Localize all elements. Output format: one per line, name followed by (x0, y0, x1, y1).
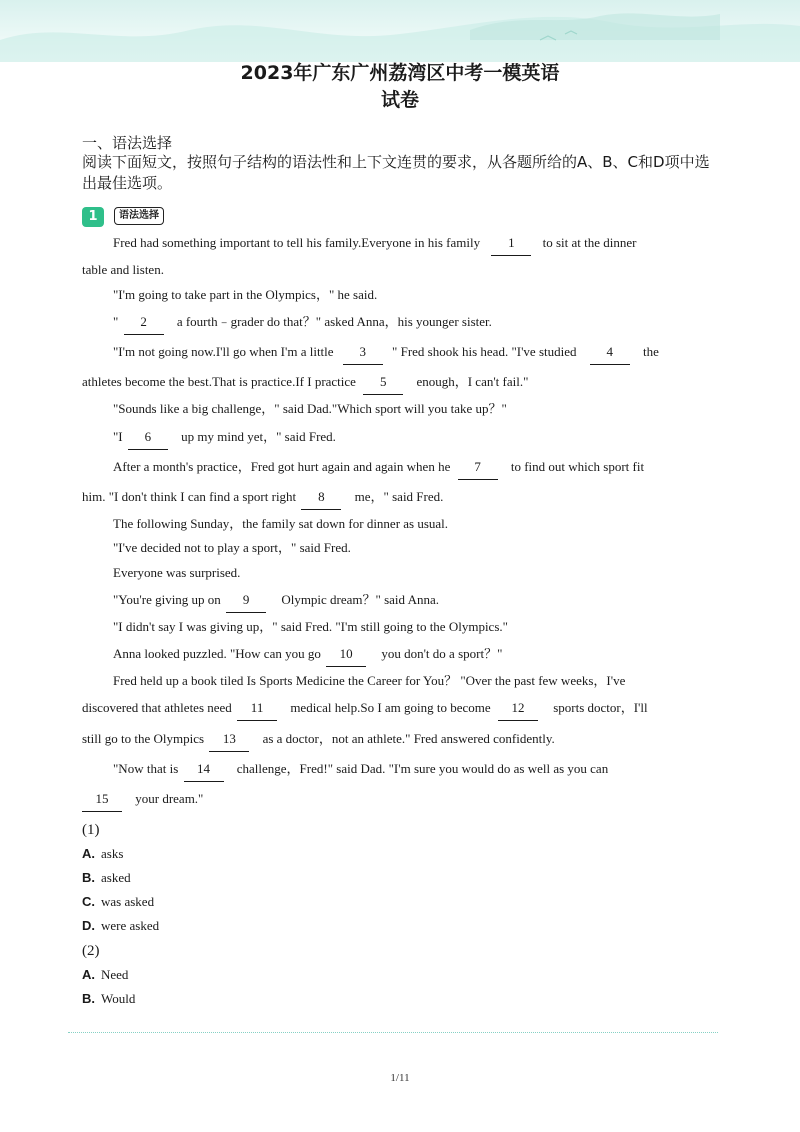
passage-line: "I'm going to take part in the Olympics，" he said. (113, 287, 378, 302)
passage-line: him. "I don't think I can find a sport right 8 me，" said Fred. (82, 489, 443, 510)
option-item[interactable]: B. asked (82, 870, 131, 885)
option-item[interactable]: C. was asked (82, 894, 155, 909)
subquestion-label: (2) (82, 943, 100, 959)
blank-1: 1 (491, 235, 531, 256)
header-decoration (0, 0, 800, 62)
option-item[interactable]: A. Need (82, 967, 129, 982)
page-number: 1/11 (390, 1072, 410, 1084)
blank-2: 2 (124, 314, 164, 335)
passage-line: "You're giving up on 9 Olympic dream？" said Anna. (113, 592, 439, 613)
section-instructions: 阅读下面短文，按照句子结构的语法性和上下文连贯的要求，从各题所给的A、B、C和D项中选出最佳选项。 (82, 153, 710, 192)
blank-8: 8 (301, 489, 341, 510)
option-item[interactable]: D. were asked (82, 918, 160, 933)
passage-line: table and listen. (82, 262, 164, 277)
passage-line: "I'm not going now.I'll go when I'm a little 3 " Fred shook his head. "I've studied 4 the (113, 344, 659, 365)
blank-9: 9 (226, 592, 266, 613)
page-title (0, 60, 800, 114)
passage-line: "I 6 up my mind yet，" said Fred. (113, 429, 336, 450)
blank-7: 7 (458, 459, 498, 480)
passage-line: Fred held up a book tiled Is Sports Medicine the Career for You？ "Over the past few weeks，I've (113, 673, 626, 688)
passage-line: "I didn't say I was giving up，" said Fred. "I'm still going to the Olympics." (113, 619, 508, 634)
passage-line: Fred had something important to tell his family.Everyone in his family 1 to sit at the dinner (113, 235, 636, 256)
blank-12: 12 (498, 700, 538, 721)
blank-15: 15 (82, 791, 122, 812)
blank-11: 11 (237, 700, 277, 721)
passage-line: discovered that athletes need 11 medical help.So I am going to become 12 sports doctor，I'll (82, 700, 648, 721)
blank-10: 10 (326, 646, 366, 667)
passage-line: "I've decided not to play a sport，" said Fred. (113, 540, 351, 555)
passage-line: "Now that is 14 challenge，Fred!" said Dad. "I'm sure you would do as well as you can (113, 761, 608, 782)
question-number-badge: 1 (82, 207, 104, 227)
passage-line: "Sounds like a big challenge，" said Dad."Which sport will you take up？" (113, 401, 507, 416)
passage-line: " 2 a fourth﹣grader do that？" asked Anna，his younger sister. (113, 314, 492, 335)
passage-line: Everyone was surprised. (113, 565, 241, 580)
landscape-decoration-icon (0, 0, 800, 62)
passage-line: After a month's practice，Fred got hurt again and again when he 7 to find out which sport fit (113, 459, 644, 480)
subquestion-label: (1) (82, 822, 100, 838)
blank-5: 5 (363, 374, 403, 395)
passage-line: athletes become the best.That is practice.If I practice 5 enough，I can't fail." (82, 374, 528, 395)
passage-line: The following Sunday，the family sat down for dinner as usual. (113, 516, 449, 531)
passage-line: 15 your dream." (82, 791, 203, 812)
passage-line: still go to the Olympics 13 as a doctor，not an athlete." Fred answered confidently. (82, 731, 555, 752)
section-heading: 一、语法选择 (82, 134, 173, 152)
blank-14: 14 (184, 761, 224, 782)
passage-line: Anna looked puzzled. "How can you go 10 you don't do a sport？" (113, 646, 502, 667)
title-line-2: 试卷 (380, 89, 419, 111)
footer-divider (68, 1032, 718, 1033)
blank-3: 3 (343, 344, 383, 365)
question-type-tag: 语法选择 (114, 207, 164, 225)
blank-6: 6 (128, 429, 168, 450)
blank-4: 4 (590, 344, 630, 365)
option-item[interactable]: B. Would (82, 991, 136, 1006)
blank-13: 13 (209, 731, 249, 752)
title-line-1: 2023年广东广州荔湾区中考一模英语 (240, 62, 560, 84)
option-item[interactable]: A. asks (82, 846, 124, 861)
